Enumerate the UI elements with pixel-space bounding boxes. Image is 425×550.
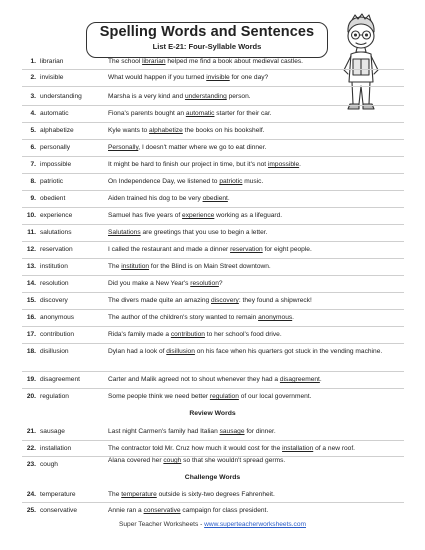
word-number: 22.	[26, 445, 36, 452]
word-number: 7.	[30, 161, 36, 168]
word-number: 6.	[30, 144, 36, 151]
example-sentence: The temperature outside is sixty-two degrees Fahrenheit.	[108, 491, 275, 498]
divider	[22, 388, 404, 389]
footer-text: Super Teacher Worksheets -	[118, 521, 205, 528]
spelling-word: regulation	[40, 393, 69, 400]
example-sentence: It might be hard to finish our project in time, but it's not impossible.	[108, 161, 301, 168]
word-number: 15.	[26, 297, 36, 304]
spelling-word: conservative	[40, 507, 78, 514]
spelling-word: reservation	[40, 246, 73, 253]
example-sentence: Annie ran a conservative campaign for class president.	[108, 507, 269, 514]
example-sentence: I called the restaurant and made a dinner reservation for eight people.	[108, 246, 312, 253]
word-number: 24.	[26, 491, 36, 498]
divider	[22, 275, 404, 276]
spelling-word: disillusion	[40, 348, 69, 355]
divider	[22, 86, 404, 87]
spelling-word: discovery	[40, 297, 68, 304]
divider	[22, 326, 404, 327]
example-sentence: Carter and Malik agreed not to shout whenever they had a disagreement.	[108, 376, 322, 383]
divider	[22, 224, 404, 225]
example-sentence: The divers made quite an amazing discovery: they found a shipwreck!	[108, 297, 312, 304]
spelling-word: anonymous	[40, 314, 75, 321]
divider	[22, 69, 404, 70]
divider	[22, 309, 404, 310]
spelling-word: salutations	[40, 229, 72, 236]
divider	[22, 371, 404, 372]
example-sentence: Did you make a New Year's resolution?	[108, 280, 223, 287]
spelling-word: automatic	[40, 110, 69, 117]
spelling-word: librarian	[40, 58, 64, 65]
page-title: Spelling Words and Sentences	[99, 24, 315, 40]
divider	[22, 105, 404, 106]
word-number: 14.	[26, 280, 36, 287]
example-sentence: Marsha is a very kind and understanding person.	[108, 93, 251, 100]
spelling-word: cough	[40, 461, 58, 468]
spelling-word: installation	[40, 445, 72, 452]
spelling-word: understanding	[40, 93, 82, 100]
example-sentence: Aiden trained his dog to be very obedient.	[108, 195, 230, 202]
word-number: 16.	[26, 314, 36, 321]
spelling-word: sausage	[40, 428, 65, 435]
spelling-word: resolution	[40, 280, 69, 287]
word-number: 10.	[26, 212, 36, 219]
spelling-word: impossible	[40, 161, 72, 168]
word-number: 1.	[30, 58, 36, 65]
example-sentence: On Independence Day, we listened to patriotic music.	[108, 178, 264, 185]
spelling-word: contribution	[40, 331, 75, 338]
word-number: 2.	[30, 74, 36, 81]
example-sentence: Samuel has five years of experience working as a lifeguard.	[108, 212, 283, 219]
divider	[22, 258, 404, 259]
spelling-word: obedient	[40, 195, 66, 202]
word-number: 8.	[30, 178, 36, 185]
word-number: 23.	[26, 461, 36, 468]
divider	[22, 343, 404, 344]
example-sentence: The author of the children's story wanted to remain anonymous.	[108, 314, 295, 321]
example-sentence: What would happen if you turned invisible for one day?	[108, 74, 269, 81]
review-words-heading: Review Words	[189, 410, 236, 417]
divider	[22, 440, 404, 441]
example-sentence: The institution for the Blind is on Main Street downtown.	[108, 263, 271, 270]
divider	[22, 502, 404, 503]
word-number: 9.	[30, 195, 36, 202]
example-sentence: Salutations are greetings that you use to begin a letter.	[108, 229, 268, 236]
word-number: 21.	[26, 428, 36, 435]
example-sentence: Fiona's parents bought an automatic starter for their car.	[108, 110, 272, 117]
word-number: 20.	[26, 393, 36, 400]
divider	[22, 207, 404, 208]
spelling-word: patriotic	[40, 178, 64, 185]
page-subtitle: List E-21: Four-Syllable Words	[152, 42, 262, 51]
word-number: 18.	[26, 348, 36, 355]
word-number: 17.	[26, 331, 36, 338]
footer	[0, 521, 425, 528]
spelling-word: personally	[40, 144, 71, 151]
divider	[22, 190, 404, 191]
spelling-word: disagreement	[40, 376, 80, 383]
spelling-word: temperature	[40, 491, 76, 498]
divider	[22, 122, 404, 123]
spelling-word: institution	[40, 263, 68, 270]
challenge-words-heading: Challenge Words	[184, 474, 241, 481]
footer-link[interactable]: www.superteacherworksheets.com	[204, 521, 307, 528]
example-sentence: The school librarian helped me find a book about medieval castles.	[108, 58, 304, 65]
example-sentence: Kyle wants to alphabetize the books on his bookshelf.	[108, 127, 265, 134]
word-number: 25.	[26, 507, 36, 514]
word-number: 19.	[26, 376, 36, 383]
example-sentence: Some people think we need better regulation of our local government.	[108, 393, 312, 400]
word-number: 11.	[27, 229, 36, 236]
spelling-word: invisible	[40, 74, 64, 81]
divider	[22, 139, 404, 140]
divider	[22, 173, 404, 174]
word-number: 3.	[30, 93, 36, 100]
word-number: 13.	[26, 263, 36, 270]
example-sentence: Last night Carmen's family had Italian sausage for dinner.	[108, 428, 276, 435]
example-sentence: Rida's family made a contribution to her school's food drive.	[108, 331, 282, 338]
divider	[22, 156, 404, 157]
spelling-word: alphabetize	[40, 127, 74, 134]
example-sentence: The contractor told Mr. Cruz how much it would cost for the installation of a new roof.	[108, 445, 356, 452]
example-sentence: Dylan had a look of disillusion on his face when his quarters got stuck in the vending machine.	[108, 348, 383, 355]
divider	[22, 241, 404, 242]
word-number: 12.	[26, 246, 36, 253]
example-sentence: Alana covered her cough so that she wouldn't spread germs.	[108, 457, 286, 464]
example-sentence: Personally, I doesn't matter where we go to eat dinner.	[108, 144, 267, 151]
word-number: 5.	[30, 127, 36, 134]
divider	[22, 292, 404, 293]
word-number: 4.	[30, 110, 36, 117]
spelling-word: experience	[40, 212, 73, 219]
